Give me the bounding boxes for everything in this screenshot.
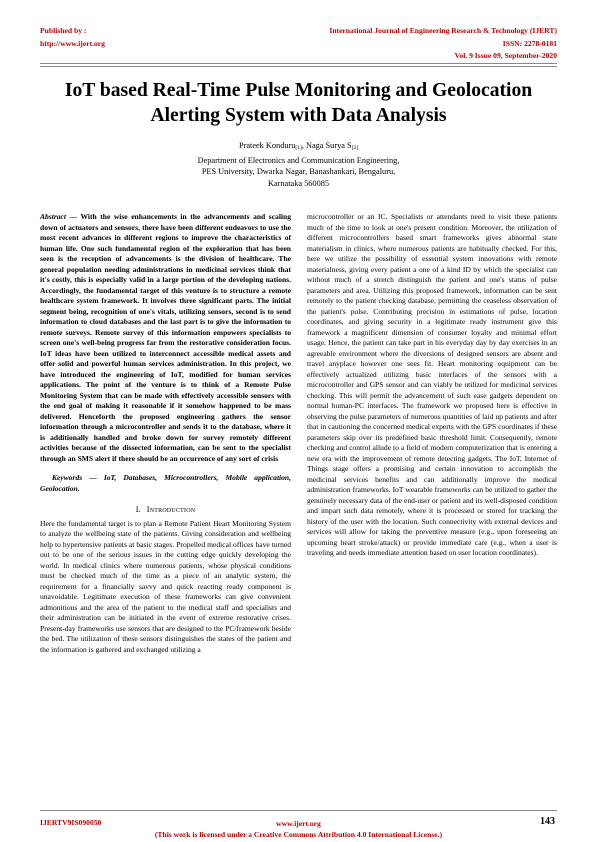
footer-center (40, 818, 557, 840)
paper-title: IoT based Real-Time Pulse Monitoring and Geolocation Alerting System with Data Analysis (64, 80, 533, 126)
affiliation-department: Department of Electronics and Communication Engineering, (197, 155, 400, 165)
affiliation-university: PES University, Dwarka Nagar, Banashankari, Bengaluru, (201, 167, 396, 176)
footer-rule (40, 810, 557, 811)
section-number: I. (135, 505, 141, 514)
keywords-text: — IoT, Databases, Microcontrollers, Mobile application, Geolocation. (40, 473, 291, 493)
header-rule-second (40, 66, 557, 67)
keywords (40, 473, 291, 494)
header-rule (40, 63, 557, 64)
right-column (307, 212, 557, 559)
page-number: 143 (540, 816, 555, 827)
volume-issue: Vol. 9 Issue 09, September-2020 (454, 51, 557, 60)
header-right (329, 25, 557, 63)
journal-name: International Journal of Engineering Research & Technology (IJERT) (329, 26, 557, 35)
abstract-dash: — (66, 212, 81, 221)
publisher-label: Published by : (40, 26, 87, 35)
author-2-ref: [2] (351, 145, 359, 151)
author-1-ref: [1] (295, 145, 302, 151)
header-left (40, 25, 105, 50)
footer-paper-id: IJERTV9IS090050 (40, 818, 102, 827)
author-names (40, 140, 557, 155)
introduction-paragraph-left: Here the fundamental target is to plan a Remote Patient Heart Monitoring System to analyze the wellbeing state of the patients. Giving consideration and wellbeing help to hypertensive patients at basic stages. Propelled medical offices have turned out to be one of the serious issues in the cutting edge quickly developing the world. In medical clinics where numerous patients, whose physical conditions must be checked much of the time as a piece of an analytic system, the requirement for a financially savvy and quick reacting ready component is unavoidable. Legitimate execution of these frameworks can give convenient admonitions and the area of the patient to the medical staff and specialists and their administration can be initiated in the event of extreme restorative crises. Present-day frameworks use sensors that are designed to the PC/framework beside the bed. The utilization of these sensors distinguishes the states of the patient and the information is gathered and exchanged utilizing a (40, 518, 291, 654)
author-block (40, 140, 557, 189)
keywords-label: Keywords (52, 473, 83, 482)
affiliation-state: Karnataka 560085 (267, 178, 330, 188)
introduction-paragraph-right: microcontroller or an IC. Specialists or attendants need to visit these patients much of the time to look at one's present condition. Moreover, the utilization of different microcontrollers based smart frameworks gives abnormal state materialism in clinics, where numerous patients are habitually checked. For this, here we utilize the possibility of essential system innovations with remote materialness, giving every patient a one of a kind ID by which the specialist can without much of a stretch distinguish the patient and one's status of pulse parameters and area. Utilizing this proposed framework, information can be sent remotely to the patient checking database, permitting the ceaseless observation of the patient's pulse. Contributing precision in estimations of pulse, location coordinates, and giving security in a legitimate ready instrument give this framework a magnificent dimension of consumer loyalty and minimal effort usage. Hence, the patient can take part in his everyday day by day exercises in an agreeable environment where the diversions of designed sensors are absent and travel anyplace however one sees fit. Heart monitoring equipment can be effectively actualized utilizing basic interfaces of the sensors with a microcontroller and GPS sensor and can viably be utilized for medicinal services checking. This will permit the advancement of such ease gadgets dependent on normal human-PC interfaces. The framework we proposed here is effective in observing the pulse parameters of numerous quantities of laid up patients and after that in cautioning the concerned medical experts with the GPS coordinates if these parameters skip over its predefined basic threshold limit. Consequently, remote checking and control allude to a field of modern computerization that is entering a new era with the improvement of remote detecting gadgets. The IoT, Internet of Things stage offers a promising and certain innovation to accomplish the medicinal services benefits and can additionally improve the medical administration frameworks. IoT wearable frameworks can be utilized to gather the genuinely necessary data of the end-user or patient and its well-disposed condition and impart such data remotely, where it is processed or stored for tracking the history of the user with the location. Such connectivity with external devices and services will allow for taking the preventive measure (e.g., upon foreseeing an upcoming heart stroke/attack) or provide immediate care (e.g., when a user is traveling and needs immediate attention based on user location coordinates). (307, 212, 557, 557)
author-1: Prateek Konduru (238, 141, 296, 150)
section-heading-introduction (40, 505, 291, 516)
author-2: , Naga Surya S (301, 141, 352, 150)
footer-url[interactable]: www.ijert.org (276, 819, 321, 828)
section-title: Introduction (146, 505, 196, 514)
abstract (40, 212, 291, 464)
abstract-label: Abstract (40, 212, 66, 221)
footer-license: (This work is licensed under a Creative Commons Attribution 4.0 International License.) (154, 830, 443, 839)
journal-url[interactable]: http://www.ijert.org (40, 38, 105, 48)
issn: ISSN: 2278-0181 (502, 38, 557, 48)
abstract-text: With the wise enhancements in the advancements and scaling down of actuators and sensors, there have been different endeavors to use the most recent advances in different regions to improve the characteristics of human life. One such fundamental region of the exploration that has been seen is the reception of advancements is the division of healthcare. The general population needing administrations in medicinal services think that it's costly, this is especially valid in a large portion of the developing nations. Accordingly, the fundamental target of this venture is to structure a remote healthcare system framework. It involves three significant parts. The initial segment being, recognition of one's vitals, utilizing sensors, second is to send information to cloud databases and the last part is to give the information to remote surveys. Remote survey of this information empowers specialists to screen one's well-being progress far from the restorative consideration focus. IoT ideas have been utilized to interconnect accessible medical assets and offer solid and powerful human services administration. In this project, we have introduced the engineering of IoT, modified for human services applications. The point of the venture is to think of a Remote Pulse Monitoring System that can be made with effectively accessible sensors with the end goal of making it reasonable if it somehow happened to be mass delivered. Henceforth the proposed engineering gathers the sensor information through a microcontroller and sends it to the database, where it is additionally handled and broke down for survey remotely different activities because of the dissected information, can be sent to the specialist through an SMS alert if there should be an occurrence of any sort of crisis (40, 212, 291, 463)
left-column (40, 212, 291, 655)
